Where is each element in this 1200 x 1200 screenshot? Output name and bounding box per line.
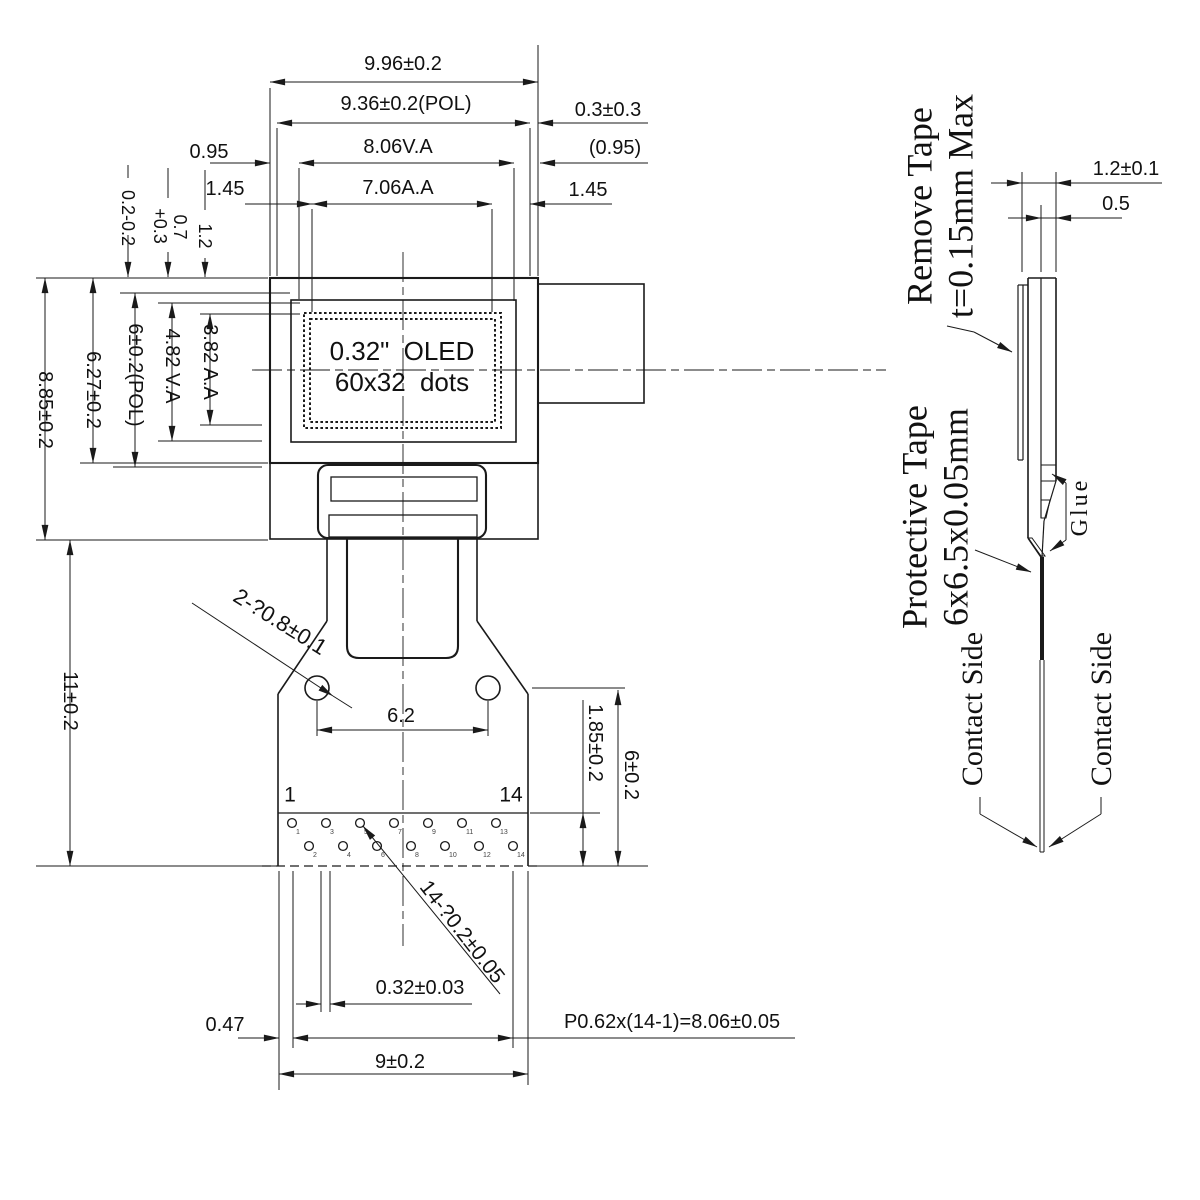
dim-thickness-b: 1.2 xyxy=(195,223,215,249)
pin-number: 5 xyxy=(364,829,368,836)
pin-pad xyxy=(458,819,467,828)
pin-number: 12 xyxy=(483,852,491,859)
contact-side-label-right: Contact Side xyxy=(1085,631,1118,787)
remove-tape-line1: Remove Tape xyxy=(899,107,940,305)
pin-pad xyxy=(305,842,314,851)
dim-right-margin: 1.45 xyxy=(568,179,608,201)
pin-pad xyxy=(441,842,450,851)
protective-tape-line2: 6x6.5x0.05mm xyxy=(936,407,976,627)
side-view xyxy=(1018,278,1056,852)
dim-hole-pitch: 6.2 xyxy=(387,705,415,727)
dim-pad-callout: 14-?0.2±0.05 xyxy=(414,876,510,988)
mounting-hole-right xyxy=(476,676,500,700)
pin-pad xyxy=(475,842,484,851)
pin-number: 8 xyxy=(415,852,419,859)
dim-total-thickness: 1.2±0.1 xyxy=(1092,158,1160,180)
pin-pads xyxy=(288,819,525,859)
dim-overall-height: 8.85±0.2 xyxy=(34,371,56,449)
pin-pad xyxy=(322,819,331,828)
display-dots-text: 60x32 dots xyxy=(334,367,470,397)
pin-pad xyxy=(492,819,501,828)
dim-right-edge-gap: 0.3±0.3 xyxy=(574,99,642,121)
dim-aa-height: 3.82 A.A xyxy=(199,324,221,400)
dim-pad-pitch-formula: P0.62x(14-1)=8.06±0.05 xyxy=(563,1011,781,1033)
pin-number: 6 xyxy=(381,852,385,859)
dim-frame-height: 6.27±0.2 xyxy=(82,351,104,429)
display-size-text: 0.32" OLED xyxy=(329,336,475,366)
dim-pad-band-height: 1.85±0.2 xyxy=(584,704,606,782)
glue-label: Glue xyxy=(1067,477,1093,537)
protective-tape-line1: Protective Tape xyxy=(894,405,935,629)
dim-fpc-width: 9±0.2 xyxy=(375,1051,425,1073)
dim-va-width: 8.06V.A xyxy=(363,136,433,158)
connector-stem xyxy=(347,538,458,658)
dim-left-offset: 0.95 xyxy=(189,141,229,163)
pin-pad xyxy=(390,819,399,828)
remove-tape-label xyxy=(900,94,983,318)
pin-number: 1 xyxy=(296,829,300,836)
dim-panel-thickness: 0.5 xyxy=(1102,193,1130,215)
dim-left-margin: 1.45 xyxy=(205,178,245,200)
dim-overall-width: 9.96±0.2 xyxy=(364,53,442,75)
pin-number: 14 xyxy=(517,852,525,859)
dim-fpc-length: 11±0.2 xyxy=(59,671,81,731)
remove-tape-line2: t=0.15mm Max xyxy=(941,93,981,319)
pin-number: 2 xyxy=(313,852,317,859)
contact-side-label-left: Contact Side xyxy=(956,631,989,787)
pin-pad xyxy=(509,842,518,851)
pin-number: 3 xyxy=(330,829,334,836)
pin-number: 11 xyxy=(466,829,474,836)
dim-hole-callout: 2-?0.8±0.1 xyxy=(229,583,332,661)
connector-window-1 xyxy=(331,477,477,501)
pin-label-14: 14 xyxy=(499,783,523,807)
pin-number: 10 xyxy=(449,852,457,859)
fpc-tail-upper xyxy=(1040,557,1044,660)
pin-pad xyxy=(407,842,416,851)
protective-tape-label xyxy=(895,405,978,629)
dim-pad-width: 0.32±0.03 xyxy=(375,977,465,999)
pin-pad xyxy=(339,842,348,851)
dim-tol-lower: 0.2-0.2 xyxy=(118,189,138,247)
dim-right-offset: (0.95) xyxy=(588,137,642,159)
dim-fpc-bottom-height: 6±0.2 xyxy=(620,750,642,800)
dim-thickness-a: 0.7 xyxy=(170,214,190,240)
pin-number: 9 xyxy=(432,829,436,836)
pin-number: 13 xyxy=(500,829,508,836)
dim-tol-upper: +0.3 xyxy=(150,208,170,244)
dim-pol-width: 9.36±0.2(POL) xyxy=(340,93,472,115)
pin-pad xyxy=(424,819,433,828)
pin-number: 4 xyxy=(347,852,351,859)
dim-aa-width: 7.06A.A xyxy=(362,177,434,199)
dim-pol-height: 6±0.2(POL) xyxy=(124,323,146,427)
pin-label-1: 1 xyxy=(284,783,296,807)
glue-patch-1 xyxy=(1041,465,1056,481)
dim-pad-offset: 0.47 xyxy=(205,1014,245,1036)
dim-va-height: 4.82 V.A xyxy=(161,328,183,404)
pin-pad xyxy=(288,819,297,828)
fpc-tape-hatch xyxy=(538,284,644,403)
pin-number: 7 xyxy=(398,829,402,836)
